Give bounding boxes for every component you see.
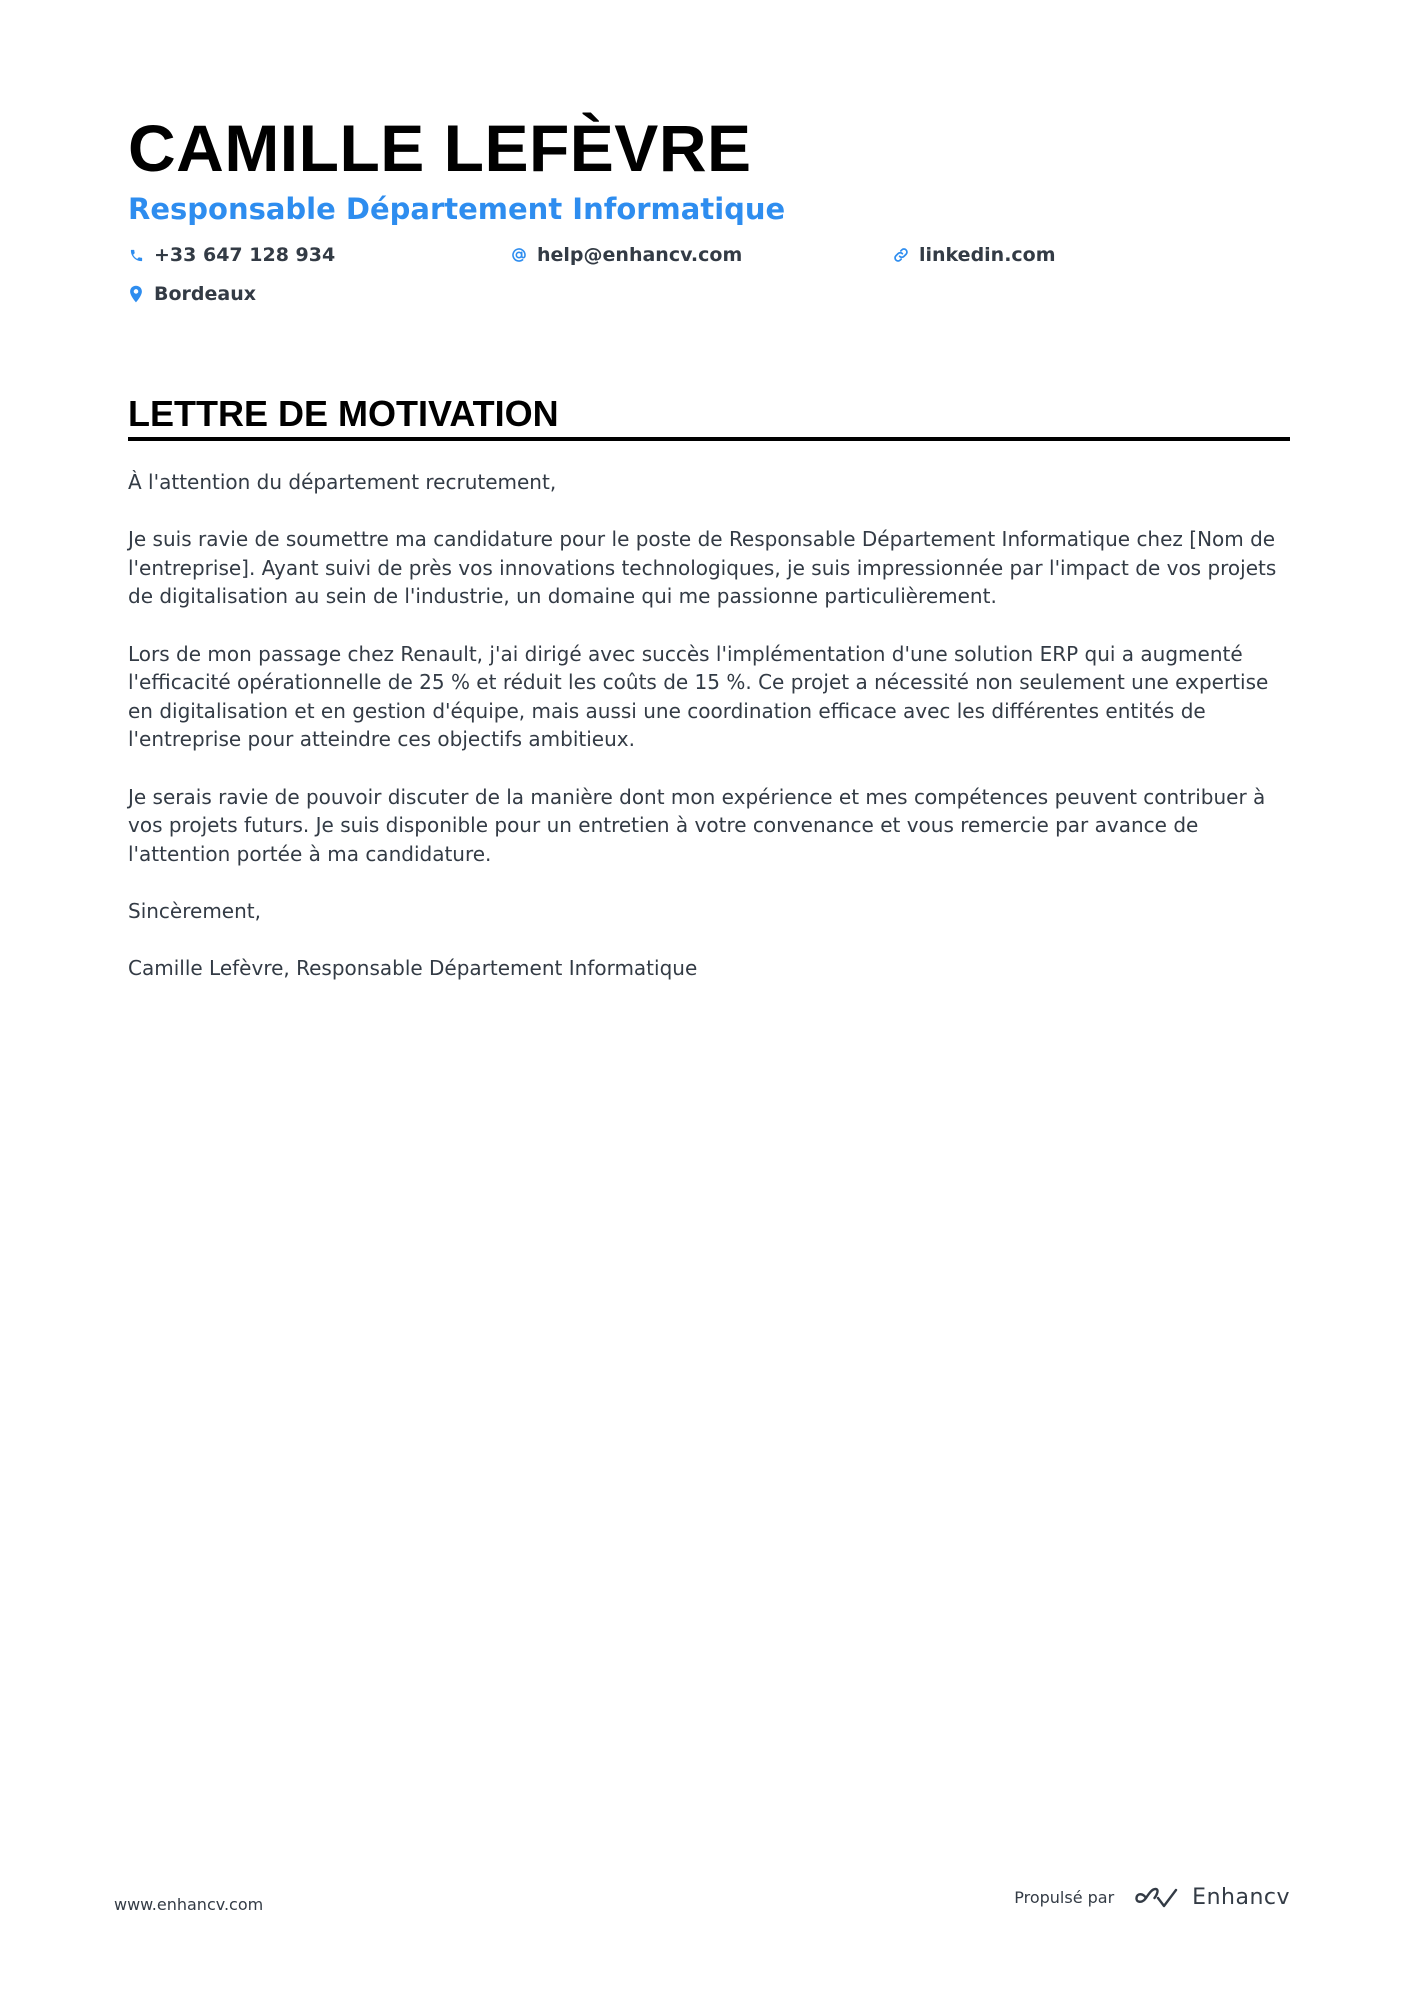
- footer-website[interactable]: www.enhancv.com: [114, 1895, 264, 1914]
- job-title: Responsable Département Informatique: [128, 192, 786, 226]
- at-sign-icon: [511, 246, 527, 264]
- section-title: LETTRE DE MOTIVATION: [128, 393, 559, 434]
- contact-location: [128, 281, 256, 307]
- location-text: Bordeaux: [154, 283, 256, 305]
- letter-closing: Sincèrement,: [128, 898, 261, 923]
- contact-linkedin[interactable]: [893, 242, 1056, 268]
- powered-by-label: Propulsé par: [1014, 1888, 1115, 1907]
- phone-number: +33 647 128 934: [154, 244, 336, 266]
- contact-phone[interactable]: [128, 242, 335, 268]
- brand-name: Enhancv: [1192, 1885, 1290, 1910]
- phone-icon: [128, 246, 144, 264]
- letter-signature: Camille Lefèvre, Responsable Département Informatique: [128, 956, 698, 981]
- location-pin-icon: [128, 285, 144, 303]
- enhancv-logo[interactable]: [1134, 1885, 1290, 1911]
- linkedin-url: linkedin.com: [919, 244, 1056, 266]
- email-address: help@enhancv.com: [537, 244, 743, 266]
- link-icon: [893, 246, 909, 264]
- footer-branding[interactable]: [1014, 1885, 1290, 1911]
- candidate-name: CAMILLE LEFÈVRE: [128, 111, 752, 185]
- enhancv-logo-icon: [1134, 1886, 1180, 1910]
- letter-paragraph: Lors de mon passage chez Renault, j'ai dirigé avec succès l'implémentation d'une solution ERP qui a augmenté l'efficacité opérationnelle de 25 % et réduit les coûts de 15 %. Ce projet a nécessité non seulement une expertise en digitalisation et en gestion d'équipe, mais aussi une coordination efficace avec les différentes entités de l'entreprise pour atteindre ces objectifs ambitieux.: [128, 641, 1269, 752]
- letter-paragraph: Je suis ravie de soumettre ma candidature pour le poste de Responsable Département Informatique chez [Nom de l'entreprise]. Ayant suivi de près vos innovations technologiques, je suis impressionnée par l'impact de vos projets de digitalisation au sein de l'industrie, un domaine qui me passionne particulièrement.: [128, 527, 1277, 609]
- letter-body: [128, 468, 1298, 1011]
- letter-salutation: À l'attention du département recrutement,: [128, 470, 557, 494]
- letter-paragraph: Je serais ravie de pouvoir discuter de la manière dont mon expérience et mes compétences peuvent contribuer à vos projets futurs. Je suis disponible pour un entretien à votre convenance et vous remercie par avance de l'attention portée à ma candidature.: [128, 784, 1266, 866]
- section-divider: [128, 437, 1290, 441]
- contact-email[interactable]: [511, 242, 742, 268]
